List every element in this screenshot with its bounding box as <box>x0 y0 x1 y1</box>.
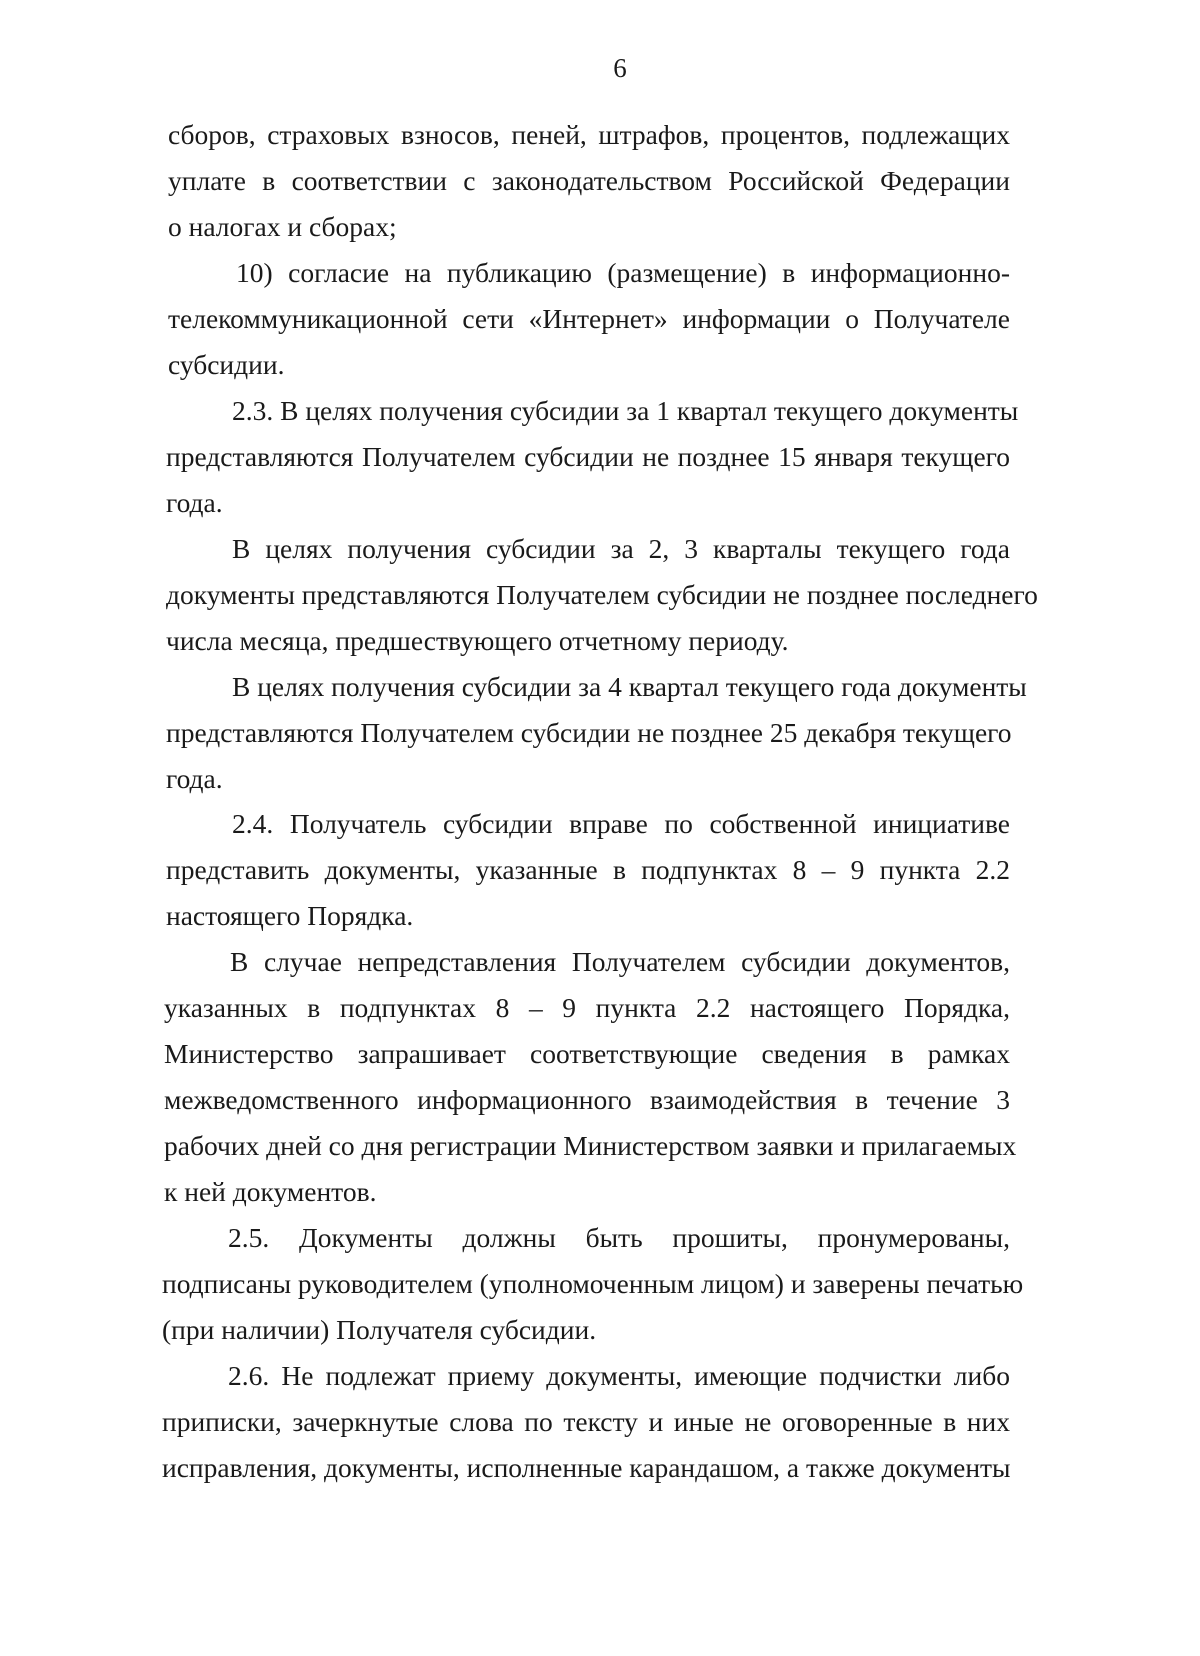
text-line: В случае непредставления Получателем субсидии документов, <box>230 946 1010 977</box>
text-line: 2.5. Документы должны быть прошиты, пронумерованы, <box>228 1222 1010 1253</box>
text-line: о налогах и сборах; <box>168 211 397 242</box>
text-line: представляются Получателем субсидии не позднее 25 декабря текущего <box>166 717 1012 748</box>
text-line: подписаны руководителем (уполномоченным лицом) и заверены печатью <box>162 1268 1024 1299</box>
text-line: приписки, зачеркнутые слова по тексту и иные не оговоренные в них <box>162 1406 1010 1437</box>
text-line: Министерство запрашивает соответствующие сведения в рамках <box>164 1038 1010 1069</box>
text-line: рабочих дней со дня регистрации Министерством заявки и прилагаемых <box>164 1130 1017 1161</box>
text-line: года. <box>166 763 223 794</box>
text-line: исправления, документы, исполненные карандашом, а также документы <box>162 1452 1011 1483</box>
text-line: указанных в подпунктах 8 – 9 пункта 2.2 настоящего Порядка, <box>164 992 1010 1023</box>
text-line: субсидии. <box>168 349 285 380</box>
text-line: уплате в соответствии с законодательством Российской Федерации <box>168 165 1010 196</box>
text-line: года. <box>166 487 223 518</box>
text-line: В целях получения субсидии за 2, 3 кварталы текущего года <box>232 533 1010 564</box>
page-number: 6 <box>613 53 627 83</box>
text-line: 10) согласие на публикацию (размещение) в информационно- <box>236 257 1010 288</box>
text-line: межведомственного информационного взаимодействия в течение 3 <box>164 1084 1010 1115</box>
text-line: 2.3. В целях получения субсидии за 1 квартал текущего документы <box>232 395 1019 426</box>
text-line: настоящего Порядка. <box>166 900 414 931</box>
text-line: (при наличии) Получателя субсидии. <box>162 1314 597 1345</box>
text-line: числа месяца, предшествующего отчетному периоду. <box>166 625 789 656</box>
text-line: 2.4. Получатель субсидии вправе по собственной инициативе <box>232 808 1010 839</box>
text-line: В целях получения субсидии за 4 квартал текущего года документы <box>232 671 1027 702</box>
text-line: 2.6. Не подлежат приему документы, имеющие подчистки либо <box>228 1360 1010 1391</box>
text-line: документы представляются Получателем субсидии не позднее последнего <box>166 579 1038 610</box>
text-line: представить документы, указанные в подпунктах 8 – 9 пункта 2.2 <box>166 854 1010 885</box>
text-line: телекоммуникационной сети «Интернет» информации о Получателе <box>168 303 1010 334</box>
text-line: представляются Получателем субсидии не позднее 15 января текущего <box>166 441 1010 472</box>
text-line: сборов, страховых взносов, пеней, штрафов, процентов, подлежащих <box>168 119 1010 150</box>
text-line: к ней документов. <box>164 1176 377 1207</box>
